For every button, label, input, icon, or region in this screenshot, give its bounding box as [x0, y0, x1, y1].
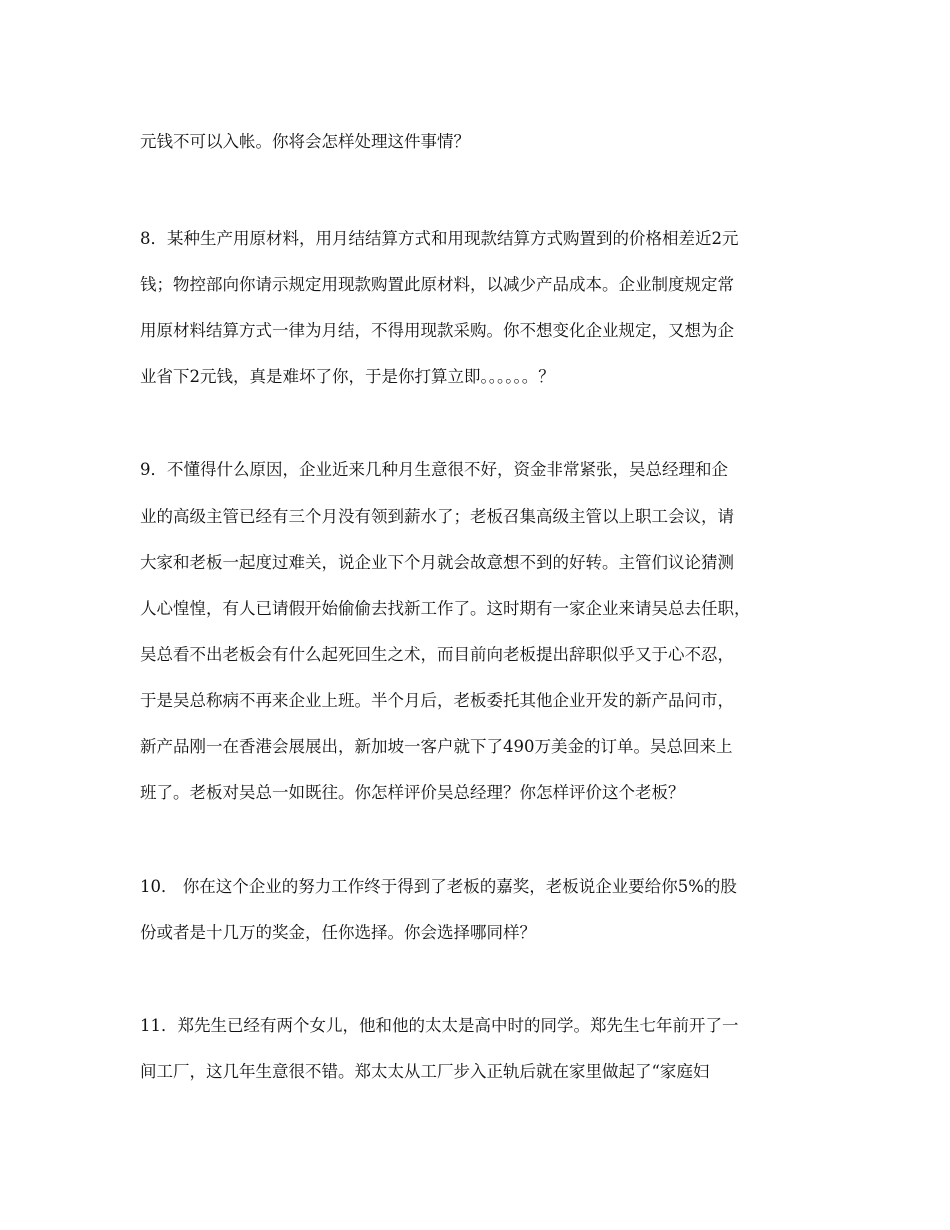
text-line: 份或者是十几万的奖金，任你选择。你会选择哪同样？	[140, 923, 536, 942]
text-line: 业省下2元钱，真是难坏了你，于是你打算立即。。。。。。？	[140, 367, 555, 386]
text-line: 班了。老板对吴总一如既往。你怎样评价吴总经理？你怎样评价这个老板？	[140, 783, 685, 802]
text-line: 10． 你在这个企业的努力工作终于得到了老板的嘉奖，老板说企业要给你5%的股	[140, 877, 737, 896]
text-line: 人心惶惶，有人已请假开始偷偷去找新工作了。这时期有一家企业来请吴总去任职，	[140, 599, 751, 618]
text-line: 于是吴总称病不再来企业上班。半个月后，老板委托其他企业开发的新产品问市，	[140, 691, 734, 710]
text-line: 8．某种生产用原材料，用月结结算方式和用现款结算方式购置到的价格相差近2元	[140, 229, 739, 248]
text-line: 11．郑先生已经有两个女儿，他和他的太太是高中时的同学。郑先生七年前开了一	[140, 1016, 739, 1035]
text-line: 新产品刚一在香港会展展出，新加坡一客户就下了490万美金的订单。吴总回来上	[140, 737, 733, 756]
text-line: 间工厂，这几年生意很不错。郑太太从工厂步入正轨后就在家里做起了“家庭妇	[140, 1062, 710, 1081]
text-line: 元钱不可以入帐。你将会怎样处理这件事情？	[140, 132, 470, 151]
text-line: 用原材料结算方式一律为月结，不得用现款采购。你不想变化企业规定，又想为企	[140, 321, 734, 340]
text-line: 吴总看不出老板会有什么起死回生之术，而目前向老板提出辞职似乎又于心不忍，	[140, 645, 734, 664]
text-line: 9．不懂得什么原因，企业近来几种月生意很不好，资金非常紧张，吴总经理和企	[140, 460, 728, 479]
text-line: 钱；物控部向你请示规定用现款购置此原材料，以减少产品成本。企业制度规定常	[140, 275, 734, 294]
text-line: 大家和老板一起度过难关，说企业下个月就会故意想不到的好转。主管们议论猜测	[140, 553, 734, 572]
text-line: 业的高级主管已经有三个月没有领到薪水了；老板召集高级主管以上职工会议，请	[140, 507, 734, 526]
